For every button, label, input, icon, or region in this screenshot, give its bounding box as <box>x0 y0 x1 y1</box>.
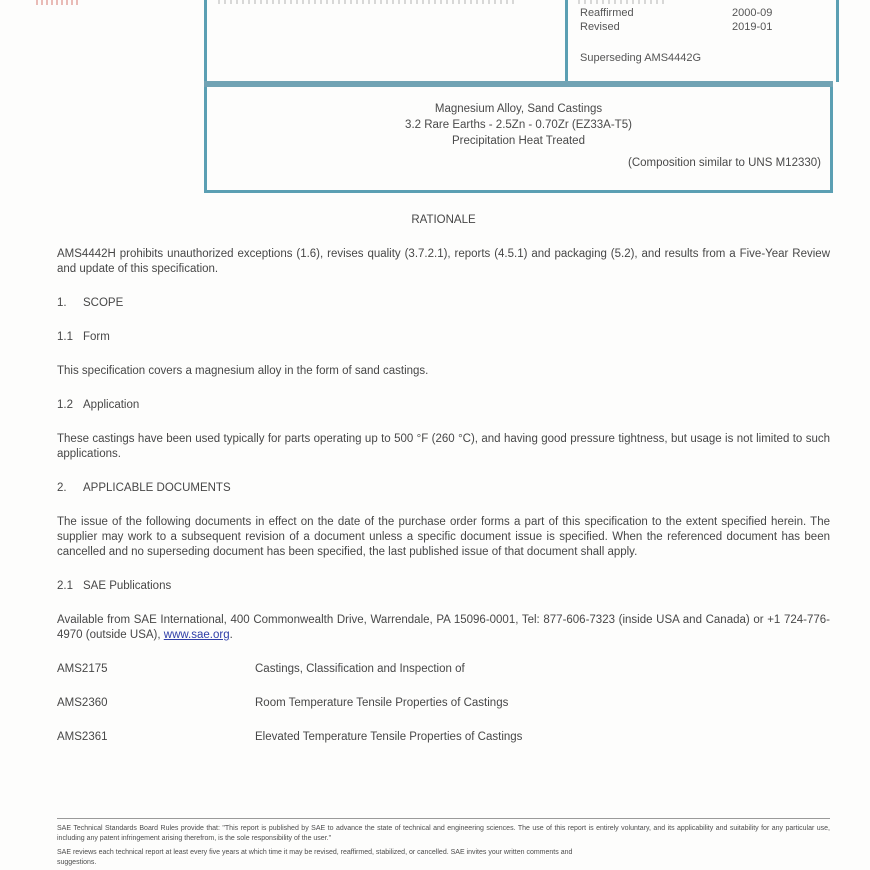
form-number: 1.1 <box>57 331 73 343</box>
superseding-note: Superseding AMS4442G <box>580 52 702 64</box>
application-number: 1.2 <box>57 399 73 411</box>
footer-disclaimer-2 <box>57 848 830 867</box>
application-text: These castings have been used typically for parts operating up to 500 °F (260 °C), and having good pressure tightness, but usage is not limited to such applications. <box>57 433 830 460</box>
sae-availability-suffix: . <box>229 629 233 641</box>
footer <box>57 818 830 867</box>
document-title: Castings, Classification and Inspection of <box>255 663 465 675</box>
rationale-heading: RATIONALE <box>411 214 476 226</box>
sae-publications-title: SAE Publications <box>83 580 172 592</box>
sae-publications-number: 2.1 <box>57 580 73 592</box>
sae-logo-remnant <box>36 0 80 5</box>
document-title-line-2: 3.2 Rare Earths - 2.5Zn - 0.70Zr (EZ33A-T5) <box>405 119 632 131</box>
reaffirmed-row <box>580 6 836 20</box>
footer-divider <box>57 818 830 819</box>
reaffirmed-date: 2000-09 <box>732 7 773 19</box>
revised-row <box>580 20 836 34</box>
form-text: This specification covers a magnesium alloy in the form of sand castings. <box>57 365 429 377</box>
footer-disclaimer-1: SAE Technical Standards Board Rules provide that: "This report is published by SAE to advance the state of technical and engineering sciences. The use of this report is entirely voluntary, and its applicability and suitability for any particular use, including any patent infringement arising therefrom, is the sole responsibility of the user." <box>57 825 830 842</box>
header-middle-cell <box>207 0 568 82</box>
footer-disclaimer-2-line: SAE reviews each technical report at least every five years at which time it may be revised, reaffirmed, stabilized, or cancelled. SAE invites your written comments and <box>57 849 573 856</box>
form-title: Form <box>83 331 110 343</box>
revised-label: Revised <box>580 21 620 33</box>
sae-publications-heading <box>57 579 830 594</box>
application-heading <box>57 398 830 413</box>
document-body <box>0 195 870 745</box>
revision-block <box>568 0 836 82</box>
footer-disclaimer-2-overflow: suggestions. <box>57 858 97 866</box>
rationale-text: AMS4442H prohibits unauthorized exceptions (1.6), revises quality (3.7.2.1), reports (4.5.1) and packaging (5.2), and results from a Five-Year Review and update of this specification. <box>57 248 830 275</box>
applicable-documents-text: The issue of the following documents in effect on the date of the purchase order forms a part of this specification to the extent specified herein. The supplier may work to a subsequent revision of a document unless a specific document issue is specified. When the referenced document has been cancelled and no superseding document has been specified, the last published issue of that document shall apply. <box>57 516 830 558</box>
document-reference-row <box>57 662 830 677</box>
revised-date: 2019-01 <box>732 21 773 33</box>
application-title: Application <box>83 399 140 411</box>
scope-heading <box>57 296 830 311</box>
sae-availability-text <box>57 613 830 643</box>
document-title-line-1: Magnesium Alloy, Sand Castings <box>434 103 603 115</box>
form-heading <box>57 330 830 345</box>
document-code: AMS2175 <box>57 663 108 675</box>
applicable-documents-title: APPLICABLE DOCUMENTS <box>83 482 231 494</box>
title-box <box>204 87 833 193</box>
scope-title: SCOPE <box>83 297 124 309</box>
header-block <box>204 0 839 82</box>
applicable-documents-heading <box>57 481 830 496</box>
sae-website-link[interactable]: www.sae.org <box>163 629 230 641</box>
document-code: AMS2361 <box>57 731 108 743</box>
composition-note: (Composition similar to UNS M12330) <box>627 157 821 169</box>
document-reference-row <box>57 730 830 745</box>
document-title: Elevated Temperature Tensile Properties of Castings <box>255 731 523 743</box>
document-title-line-3: Precipitation Heat Treated <box>452 135 585 147</box>
scope-number: 1. <box>57 297 67 309</box>
document-code: AMS2360 <box>57 697 108 709</box>
reaffirmed-label: Reaffirmed <box>580 7 634 19</box>
sae-availability-prefix: Available from SAE International, 400 Commonwealth Drive, Warrendale, PA 15096-0001, Tel: 877-606-7323 (inside USA and Canada) or +1 724-776-4970 (outside USA), <box>57 614 830 641</box>
document-reference-row <box>57 696 830 711</box>
document-title: Room Temperature Tensile Properties of Castings <box>255 697 509 709</box>
applicable-documents-number: 2. <box>57 482 67 494</box>
